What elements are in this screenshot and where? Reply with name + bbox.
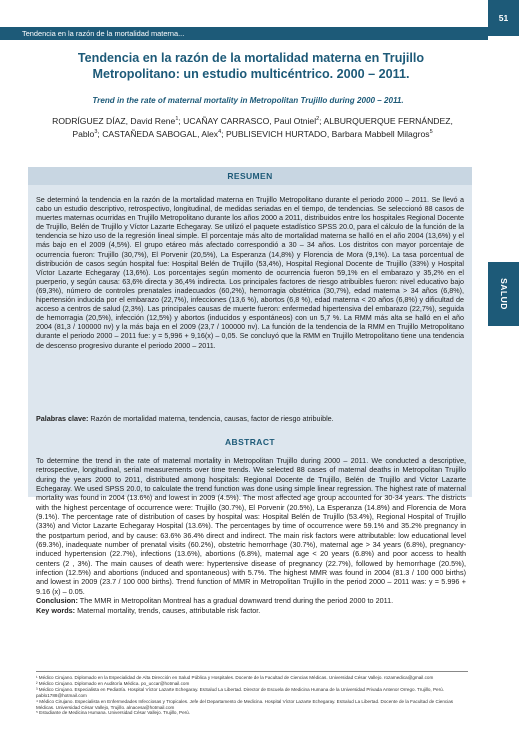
author-affiliation: 3 bbox=[94, 129, 98, 136]
author-name: PUBLISEVICH HURTADO, Barbara Mabbell Milagros bbox=[225, 129, 430, 140]
author-list bbox=[40, 114, 465, 141]
author-separator: ; bbox=[178, 115, 184, 126]
abstract-keywords bbox=[36, 606, 466, 615]
resumen-keywords bbox=[36, 414, 464, 423]
side-tab-label: SALUD bbox=[498, 278, 509, 310]
author-name: ALBURQUERQUE FERNÁNDEZ, Pablo bbox=[72, 115, 453, 140]
author-separator: ; bbox=[221, 129, 226, 140]
footnote: ³ Médico Cirujano. Especialista en Pediatría. Hospital Víctor Lazarte Echegaray. EsSalud La Libertad. Director de Escuela de Medicina Humana de la Universidad Privada Antenor Orrego. Trujillo, Perú. pablo1788@hotmail.com bbox=[36, 686, 444, 698]
author-name: UCAÑAY CARRASCO, Paul Otniel bbox=[183, 115, 317, 126]
author-affiliation: 5 bbox=[429, 129, 433, 136]
key-words-label: Key words: bbox=[36, 605, 76, 615]
abstract-body: To determine the trend in the rate of maternal mortality in Metropolitan Trujillo during 2000 – 2011. We conducted a descriptive, retrospective, longitudinal, serial measurements over time trends. We selected 88 cases of maternal deaths in Metropolitan Trujillo during the years 2000 to 2011, distributed among hospitals: Regional Docente de Trujillo, Belén de Trujillo and Victor Lazarte Echegaray. We used SPSS 20.0, to calculate the trend function was done using simple linear regression. The highest rate of maternal mortality was found in 2004 (13.6%) and lowest in 2009 (4.5%). The most affected age group accounted for 30-34 years. The districts with the highest percentage of occurrence were: Trujillo (30.7%), El Porvenir (20.5%), La Esperanza (14.8%) and Florencia de Mora (9.1%). The percentage rate of distribution of cases by hospital was: Hospital Belén de Trujillo (53.4%), Regional Hospital of Trujillo (33%) and Victor Lazarte Echegaray Hospital (13.6%). The percentages by time of occurrence were 59.1% and 35.2% pregnancy in the postpartum period, and by cause: 63.6% 36.4% direct and indirect. The main risk factors were attributable: low educational level (69.3%), inadequate number of prenatal visits (60.2%), obstetric hemorrhage (30.7%), maternal age > 34 years (6.8%), pregnancy-induced hypertension (22.7%), infections (13.6%), abortions (6.8%), maternal age < 20 years (6.8%) and poor access to health centers (2 , 3%). The main causes of death were: hypertensive disease of pregnancy (22.7%), followed by hemorrhage (20.5%), infection (12.5%) and abortions (induced and spontaneous) with 5.7%. The highest MMR was found in 2004 (81.3 / 100 000 births) and lowest in 2009 (23.7 / 100 000 births). Trend function of MMR in Metropolitan Trujillo in the period 2000 – 2011 was: y = 5.996 + 9.16 (x) – 0.05. bbox=[36, 456, 466, 596]
section-side-tab bbox=[488, 262, 519, 326]
author-name: CASTAÑEDA SABOGAL, Alex bbox=[102, 129, 219, 140]
keywords-label: Palabras clave: bbox=[36, 414, 89, 423]
conclusion-label: Conclusion: bbox=[36, 596, 78, 606]
article-title: Tendencia en la razón de la mortalidad materna en Trujillo Metropolitano: un estudio multicéntrico. 2000 – 2011. bbox=[77, 51, 425, 81]
resumen-heading: RESUMEN bbox=[28, 167, 472, 185]
footnote: ² Médico Cirujano. Diplomado en Auditoría Médica. po_uccar@hotmail.com bbox=[36, 680, 190, 686]
keywords-text: Razón de mortalidad materna, tendencia, causas, factor de riesgo atribuible. bbox=[90, 414, 334, 423]
author-separator: ; bbox=[97, 129, 103, 140]
abstract-section bbox=[36, 456, 466, 615]
footnote: ¹ Médico Cirujano. Diplomado en la Especialidad de Alta Dirección en Salud Pública y Hospitales. Docente de la Facultad de Ciencias Médicas. Universidad César Vallejo. rozamedica@gmail.com bbox=[36, 675, 434, 680]
author-affiliation: 2 bbox=[316, 116, 320, 122]
author-affiliation: 4 bbox=[218, 129, 222, 136]
author-separator: ; bbox=[319, 115, 324, 126]
abstract-heading: ABSTRACT bbox=[225, 437, 275, 447]
footnote: ⁵ Estudiante de Medicina Humana. Universidad César Vallejo. Trujillo, Perú. bbox=[36, 710, 190, 716]
resumen-body: Se determinó la tendencia en la razón de la mortalidad materna en Trujillo Metropolitano durante el periodo 2000 – 2011. Se llevó a cabo un estudio descriptivo, retrospectivo, longitudinal, de medidas seriadas en el tiempo, de tendencias. Se seleccionó 88 casos de muertes maternas ocurridas en Trujillo Metropolitano durante los años 2000 a 2011, distribuidos entre los hospitales Regional Docente de Trujillo, Belén de Trujillo y Víctor Lazarte Echegaray. Se utilizó el paquete estadístico SPSS 20.0, para el cálculo de la función de la tendencia se hizo uso de la regresión lineal simple. El porcentaje más alto de mortalidad materna se halló en el año 2004 (13,6%) y el más bajo en el 2009 (4,5%). El grupo etáreo más afectado correspondió a 30 – 34 años. Los distritos con mayor porcentaje de ocurrencia fueron: Trujillo (30,7%), El Porvenir (20,5%), La Esperanza (14,8%) y Florencia de Mora (9,1%). La tasa porcentual de distribución de casos según hospital fue: Hospital Belén de Trujillo (53,4%), Hospital Regional Docente de Trujillo (33%) y Hospital Víctor Lazarte Echegaray (13,6%). Los porcentajes según momento de ocurrencia fueron 59,1% en el embarazo y 35,2% en el puerperio, y según causa: 63,6% directa y 36,4% indirecta. Los principales factores de riesgo atribuibles fueron: nivel educativo bajo (69,3%), número de controles prenatales inadecuados (60,2%), hemorragia obstétrica (30,7%), edad materna > 34 años (6,8%), hipertensión inducida por el embarazo (22,7%), infecciones (13,6 %), abortos (6,8 %), edad materna < 20 años (6,8%) y dificultad de acceso a centros de salud (2,3%). Las principales causas de muerte fueron: enfermedad hipertensiva del embarazo (22,7%), seguida de hemorragia (20,5%), infección (12,5%) y abortos (inducidos y espontáneos) con un 5,7 %. La RMM más alta se halló en el año 2004 (81,3 / 100000 nv) y la más baja en el 2009 (23,7 / 100000 nv). La función de la tendencia de la RMM en Trujillo Metropolitano durante el periodo 2000 – 2011 fue: y = 5,996 + 9,16(x) – 0,05. Se concluyó que la RMM en Trujillo Metropolitano tiene una tendencia de descenso progresivo durante el periodo 2000 – 2011. bbox=[36, 195, 464, 350]
footnote: ⁴ Médico Cirujano. Especialista en Enfermedades Infecciosas y Tropicales. Jefe del Departamento de Medicina. Hospital Víctor Lazarte Echegaray. EsSalud La Libertad. Docente de la Facultad de Ciencias Médicas. Universidad César Vallejo, Trujillo. alnacesa@hotmail.com bbox=[36, 698, 454, 710]
running-header: Tendencia en la razón de la mortalidad materna... bbox=[0, 27, 488, 40]
footnotes bbox=[36, 671, 468, 716]
author-name: RODRÍGUEZ DÍAZ, David Rene bbox=[52, 115, 176, 126]
page-number: 51 bbox=[488, 0, 519, 36]
author-affiliation: 1 bbox=[175, 116, 179, 122]
key-words-text: Maternal mortality, trends, causes, attributable risk factor. bbox=[77, 605, 261, 615]
resumen-box bbox=[28, 167, 472, 497]
article-title-english: Trend in the rate of maternal mortality in Metropolitan Trujillo during 2000 – 2011. bbox=[92, 96, 404, 105]
conclusion-text: The MMR in Metropolitan Montreal has a gradual downward trend during the period 2000 to 2011. bbox=[79, 596, 394, 606]
abstract-conclusion bbox=[36, 596, 466, 605]
